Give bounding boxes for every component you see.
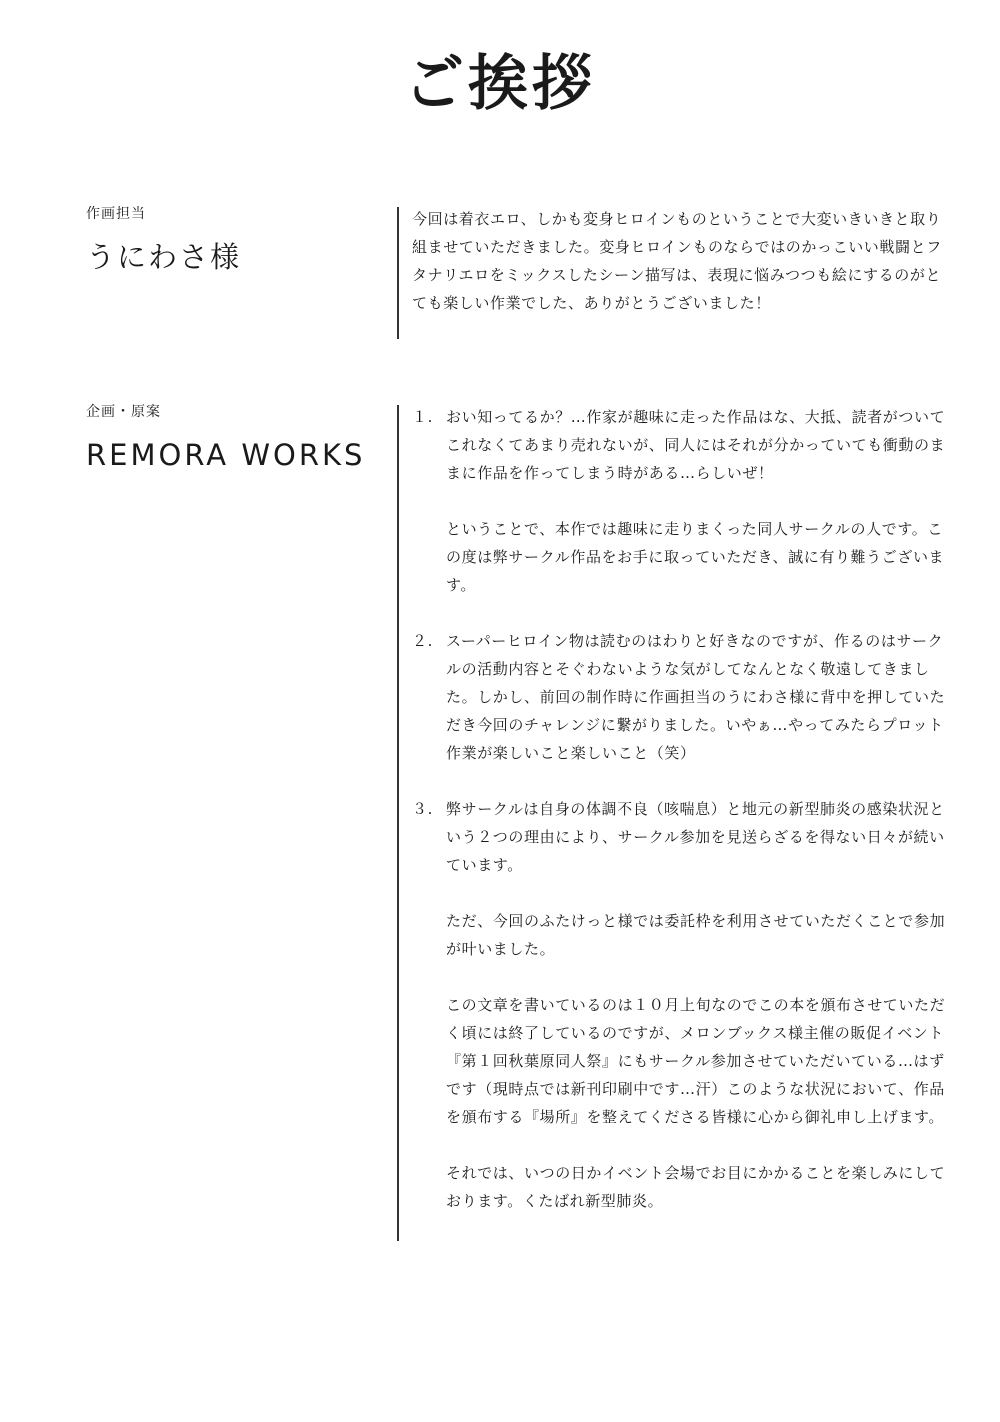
list-item	[412, 795, 952, 1215]
list-item-number: ２.	[412, 632, 433, 650]
list-item-paragraph: ただ、今回のふたけっと様では委託枠を利用させていただくことで参加が叶いました。	[446, 912, 946, 958]
credit-name: うにわさ様	[86, 240, 242, 274]
list-item-number: １.	[412, 408, 433, 426]
credit-illustrator-header	[86, 205, 386, 277]
role-label: 作画担当	[86, 206, 146, 222]
page-title: ご挨拶	[404, 49, 596, 119]
list-item-paragraph: おい知ってるか？…作家が趣味に走った作品はな、大抵、読者がついてこれなくてあまり売れないが、同人にはそれが分かっていても衝動のままに作品を作ってしまう時がある…らしいぜ！	[446, 408, 946, 482]
list-item	[412, 403, 952, 599]
planner-notes-list	[412, 403, 952, 1243]
list-item-paragraph: この文章を書いているのは１０月上旬なのでこの本を頒布させていただく頃には終了しているのですが、メロンブックス様主催の販促イベント『第１回秋葉原同人祭』にもサークル参加させていただいている…はずです（現時点では新刊印刷中です…汗）このような状況において、作品を頒布する『場所』を整えてくださる皆様に心から御礼申し上げます。	[446, 996, 946, 1126]
credit-name: REMORA WORKS	[86, 438, 366, 472]
list-item-paragraph: 弊サークルは自身の体調不良（咳喘息）と地元の新型肺炎の感染状況という２つの理由により、サークル参加を見送らざるを得ない日々が続いています。	[446, 800, 945, 874]
list-item-paragraph: スーパーヒロイン物は読むのはわりと好きなのですが、作るのはサークルの活動内容とそぐわないような気がしてなんとなく敬遠してきました。しかし、前回の制作時に作画担当のうにわさ様に背中を押していただき今回のチャレンジに繋がりました。いやぁ…やってみたらプロット作業が楽しいこと楽しいこと（笑）	[446, 632, 946, 762]
list-item	[412, 627, 952, 767]
column-divider	[397, 405, 399, 1241]
illustrator-message: 今回は着衣エロ、しかも変身ヒロインものということで大変いきいきと取り組ませていただきました。変身ヒロインものならではのかっこいい戦闘とフタナリエロをミックスしたシーン描写は、表現に悩みつつも絵にするのがとても楽しい作業でした、ありがとうございました！	[412, 210, 942, 312]
list-item-paragraph: ということで、本作では趣味に走りまくった同人サークルの人です。この度は弊サークル作品をお手に取っていただき、誠に有り難うございます。	[446, 520, 945, 594]
list-item-number: ３.	[412, 800, 433, 818]
list-item-paragraph: それでは、いつの日かイベント会場でお目にかかることを楽しみにしております。くたばれ新型肺炎。	[446, 1164, 946, 1210]
column-divider	[397, 207, 399, 339]
credit-planner-header	[86, 403, 386, 475]
role-label: 企画・原案	[86, 404, 161, 420]
